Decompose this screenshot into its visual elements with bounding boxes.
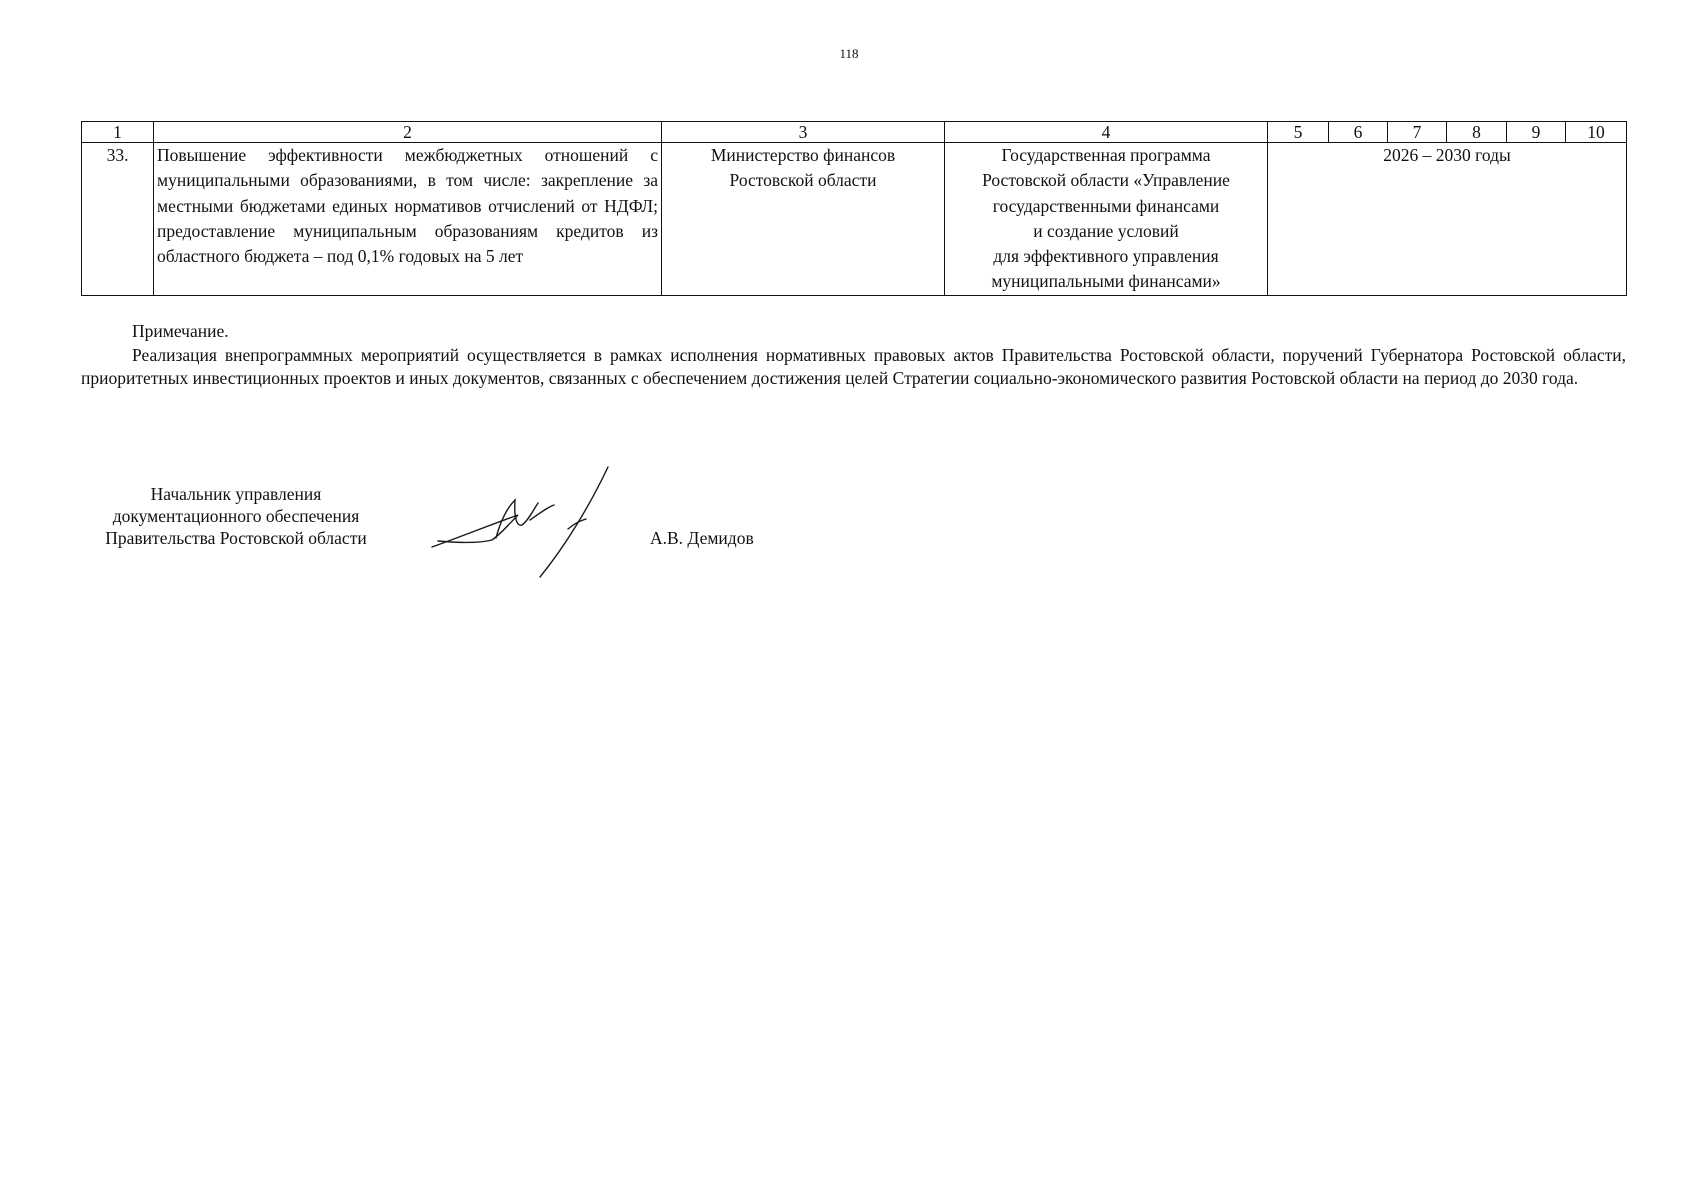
column-header: 9 — [1507, 122, 1566, 143]
handwritten-signature — [430, 465, 640, 580]
row-number: 33. — [82, 143, 154, 296]
measure-line: образованиям кредитов из областного бюджета – — [157, 220, 658, 267]
page-number: 118 — [839, 46, 859, 61]
executor-line: Министерство финансов — [710, 145, 896, 165]
column-header: 10 — [1566, 122, 1627, 143]
column-header: 4 — [945, 122, 1268, 143]
executor-line: Ростовской области — [729, 170, 877, 191]
program-line: и создание условий — [1033, 220, 1179, 241]
position-line: Правительства Ростовской области — [105, 528, 367, 548]
program-line: для эффективного управления — [993, 246, 1219, 267]
measure-description — [154, 143, 662, 296]
program-line: Ростовской области «Управление — [982, 170, 1230, 191]
signatory-name: А.В. Демидов — [650, 528, 754, 548]
column-header: 1 — [82, 122, 154, 143]
table-row — [82, 143, 1627, 296]
column-header: 6 — [1329, 122, 1388, 143]
column-header: 3 — [662, 122, 945, 143]
state-program — [945, 143, 1268, 296]
program-line: Государственная программа — [1001, 145, 1211, 165]
implementation-period: 2026 – 2030 годы — [1268, 143, 1627, 296]
note-block — [81, 320, 1626, 391]
note-title: Примечание. — [132, 321, 229, 341]
column-header: 7 — [1388, 122, 1447, 143]
program-line: государственными финансами — [992, 195, 1220, 216]
column-header: 2 — [154, 122, 662, 143]
column-header: 5 — [1268, 122, 1329, 143]
measure-line: закрепление за местными бюджетами единых нормативов — [157, 170, 658, 216]
measure-line: с муниципальными образованиями, в том числе: — [157, 145, 659, 191]
measure-line: отчислений от НДФЛ; предоставление муниципальным — [157, 195, 658, 241]
table-header-row — [82, 122, 1627, 143]
note-text: Реализация внепрограммных мероприятий осуществляется в рамках исполнения нормативных правовых актов Правительства Ростовской области, поручений Губернатора Ростовской области, приоритетных инвестиционных проектов и иных документов, связанных с обеспечением достижения целей Стратегии социально-экономического развития Ростовской области на период до 2030 года. — [81, 344, 1626, 388]
column-header: 8 — [1447, 122, 1507, 143]
measure-line: Повышение эффективности межбюджетных отношений — [157, 145, 629, 165]
program-line: муниципальными финансами» — [991, 271, 1221, 292]
position-line: Начальник управления — [150, 484, 322, 504]
measures-table — [81, 121, 1627, 296]
executor — [662, 143, 945, 296]
measure-line: под 0,1% годовых на 5 лет — [326, 246, 524, 267]
position-line: документационного обеспечения — [112, 506, 360, 526]
signatory-position — [81, 483, 391, 549]
